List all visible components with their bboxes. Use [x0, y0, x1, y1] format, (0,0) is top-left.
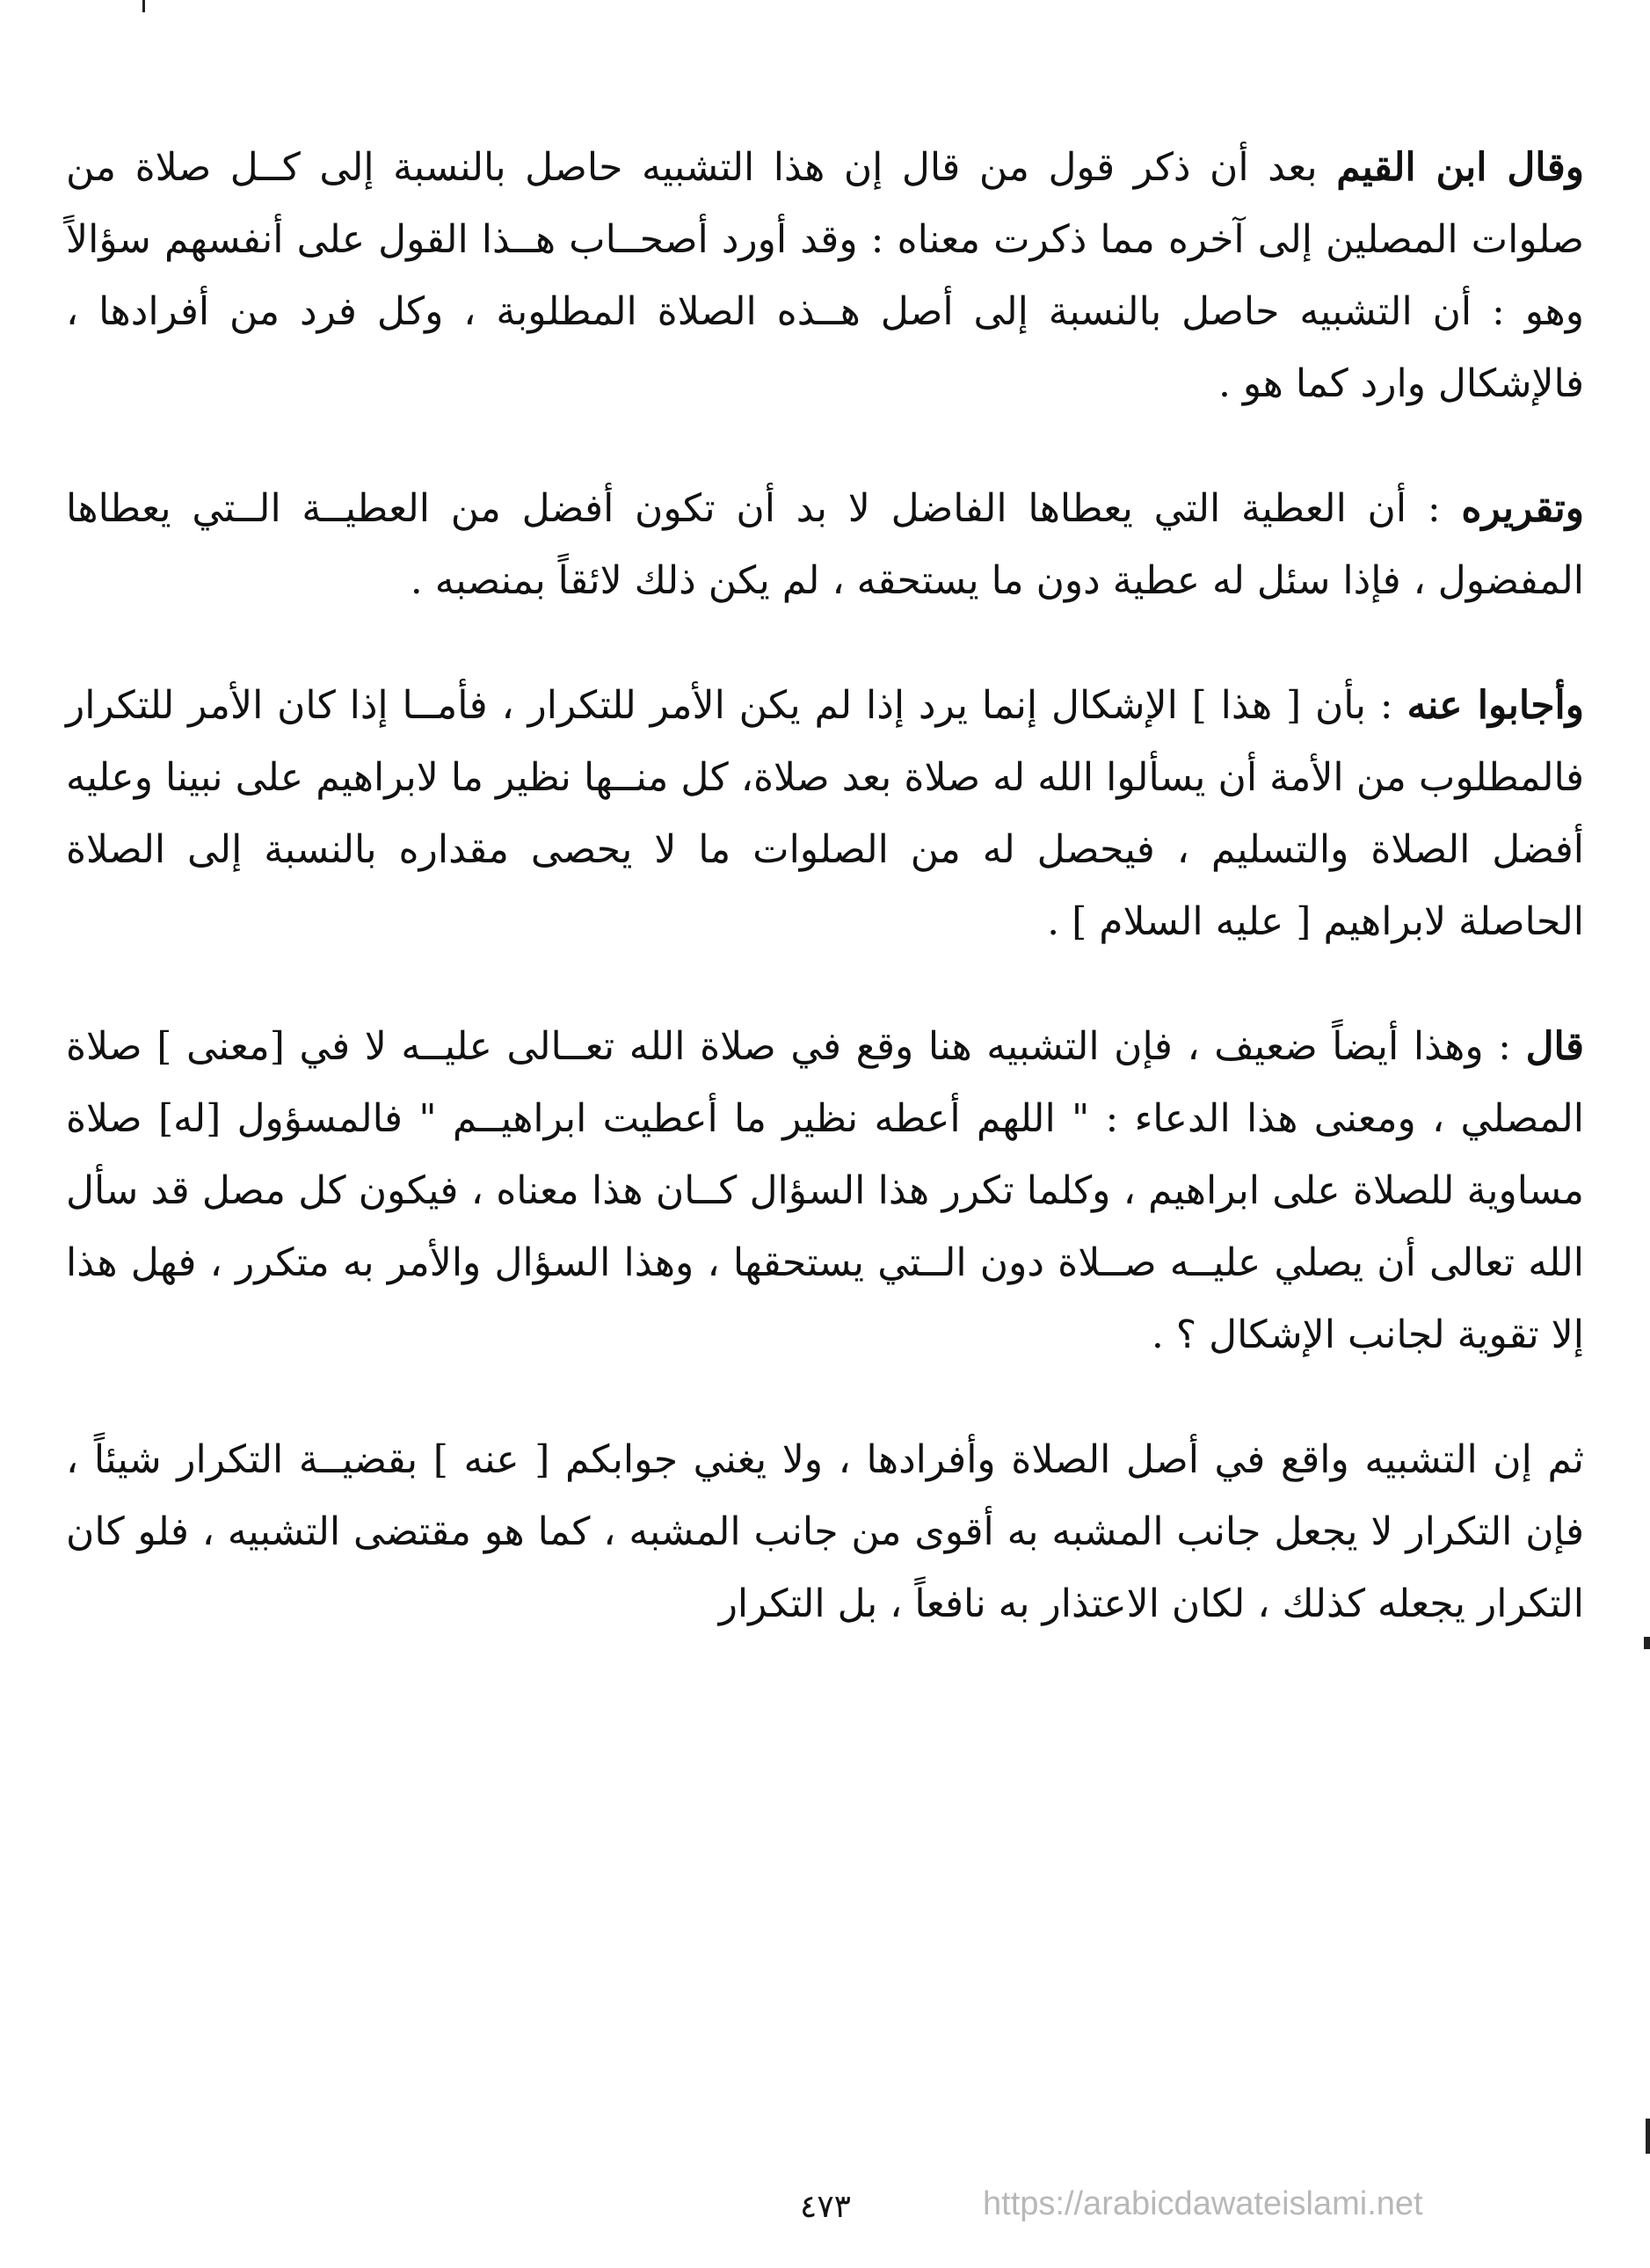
- paragraph-5: [66, 1424, 1584, 1640]
- paragraph-3: [66, 670, 1584, 958]
- paragraph-1-lead: وقال ابن القيم: [1336, 145, 1584, 190]
- paragraph-4: [66, 1011, 1584, 1371]
- paragraph-2: [66, 473, 1584, 617]
- paragraph-1: [66, 132, 1584, 420]
- page-number: ٤٧٣: [800, 2189, 852, 2225]
- paragraph-4-lead: قال: [1525, 1024, 1584, 1069]
- paragraph-5-text: ثم إن التشبيه واقع في أصل الصلاة وأفرادها ، ولا يغني جوابكم [ عنه ] بقضيــة التكرار شيئاً ، فإن التكرار لا يجعل جانب المشبه به أقوى من جانب المشبه ، كما هو مقتضى التشبيه ، فلو كان التكرار يجعله كذلك ، لكان الاعتذار به نافعاً ، بل التكرار: [66, 1437, 1584, 1626]
- scan-mark-right-bottom: [1646, 2119, 1650, 2154]
- paragraph-3-lead: وأجابوا عنه: [1406, 683, 1584, 728]
- paragraph-2-lead: وتقريره: [1461, 486, 1584, 531]
- watermark-link[interactable]: https://arabicdawateislami.net: [983, 2185, 1423, 2222]
- paragraph-2-text: : أن العطية التي يعطاها الفاضل لا بد أن تكون أفضل من العطيــة الــتي يعطاها المفضول ، فإذا سئل له عطية دون ما يستحقه ، لم يكن ذلك لائقاً بمنصبه .: [66, 486, 1584, 603]
- paragraph-3-text: : بأن [ هذا ] الإشكال إنما يرد إذا لم يكن الأمر للتكرار ، فأمــا إذا كان الأمر للتكرار فالمطلوب من الأمة أن يسألوا الله له صلاة بعد صلاة، كل منــها نظير ما لابراهيم على نبينا وعليه أفضل الصلاة والتسليم ، فيحصل له من الصلوات ما لا يحصى مقداره بالنسبة إلى الصلاة الحاصلة لابراهيم [ عليه السلام ] .: [66, 683, 1584, 944]
- paragraph-1-text: بعد أن ذكر قول من قال إن هذا التشبيه حاصل بالنسبة إلى كــل صلاة من صلوات المصلين إلى آخره مما ذكرت معناه : وقد أورد أصحــاب هــذا القول على أنفسهم سؤالاً وهو : أن التشبيه حاصل بالنسبة إلى أصل هــذه الصلاة المطلوبة ، وكل فرد من أفرادها ، فالإشكال وارد كما هو .: [66, 145, 1584, 406]
- scan-mark-top: [142, 0, 145, 12]
- body-text: [66, 132, 1584, 1693]
- scan-mark-right: [1644, 1637, 1650, 1649]
- paragraph-4-text: : وهذا أيضاً ضعيف ، فإن التشبيه هنا وقع في صلاة الله تعــالى عليــه لا في [معنى ] صلاة المصلي ، ومعنى هذا الدعاء : " اللهم أعطه نظير ما أعطيت ابراهيــم " فالمسؤول [له] صلاة مساوية للصلاة على ابراهيم ، وكلما تكرر هذا السؤال كــان هذا معناه ، فيكون كل مصل قد سأل الله تعالى أن يصلي عليــه صــلاة دون الــتي يستحقها ، وهذا السؤال والأمر به متكرر ، فهل هذا إلا تقوية لجانب الإشكال ؟ .: [66, 1024, 1584, 1357]
